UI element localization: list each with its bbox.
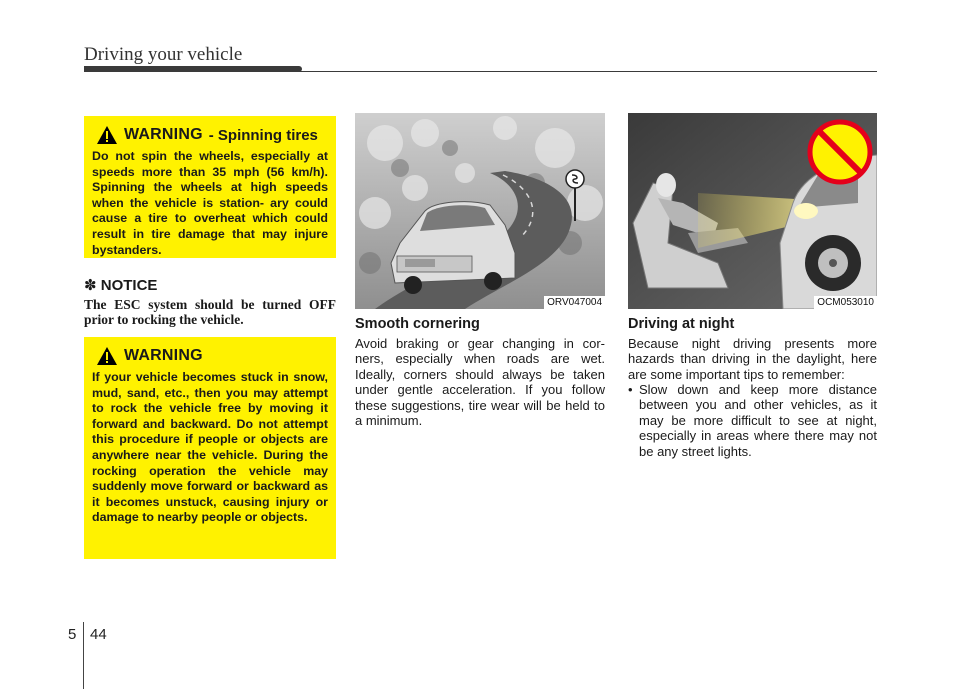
notice-body: The ESC system should be turned OFF prior to rocking the vehicle. [84,297,336,327]
page-header-title: Driving your vehicle [84,44,243,65]
smooth-cornering-title: Smooth cornering [355,316,480,332]
figure-night-driving [628,113,877,309]
driving-night-intro: Because night driving presents more hazards than driving in the daylight, here are some important tips to remember: [628,336,877,382]
figure-code: ORV047004 [544,296,605,309]
warning-spinning-tires-box [84,116,336,258]
driving-night-bullet [628,382,877,459]
warning-title: WARNING [124,126,203,143]
notice-title: ✽ NOTICE [84,277,158,294]
warning-triangle-icon [96,346,118,366]
footer-divider [83,622,84,689]
figure-code: OCM053010 [814,296,877,309]
warning-title: WARNING [124,347,203,364]
section-number: 5 [68,626,77,643]
driving-night-title: Driving at night [628,316,735,332]
cornering-illustration [355,113,605,309]
bullet-text: Slow down and keep more distance between you and other vehicles, as it may be more difficult to see at night, especially in areas where there may not be any street lights. [639,382,877,459]
warning-subtitle: - Spinning tires [208,126,318,144]
bullet-marker: • [628,382,633,397]
smooth-cornering-body: Avoid braking or gear changing in cor- ners, especially when roads are wet. Ideally, corners should always be taken under gentle acceleration. If you follow these suggestions, tire wear will be held to a minimum. [355,336,605,429]
figure-cornering-car [355,113,605,309]
warning-body: If your vehicle becomes stuck in snow, mud, sand, etc., then you may attempt to rock the vehicle free by moving it forward and backward. Do not attempt this procedure if people or objects are anywhere near the vehicle. During the rocking operation the vehicle may suddenly move forward or backward as it becomes unstuck, causing injury or damage to nearby people or objects. [92,370,328,525]
header-rule [84,71,877,72]
prohibition-sign-icon [810,122,870,182]
warning-triangle-icon [96,125,118,145]
warning-rocking-box [84,337,336,559]
page-number: 44 [90,626,107,643]
night-driving-illustration [628,113,877,309]
warning-body: Do not spin the wheels, especially at speeds more than 35 mph (56 km/h). Spinning the wheels at high speeds when the vehicle is station- ary could cause a tire to overheat which could result in tire damage that may injure bystanders. [92,149,328,257]
